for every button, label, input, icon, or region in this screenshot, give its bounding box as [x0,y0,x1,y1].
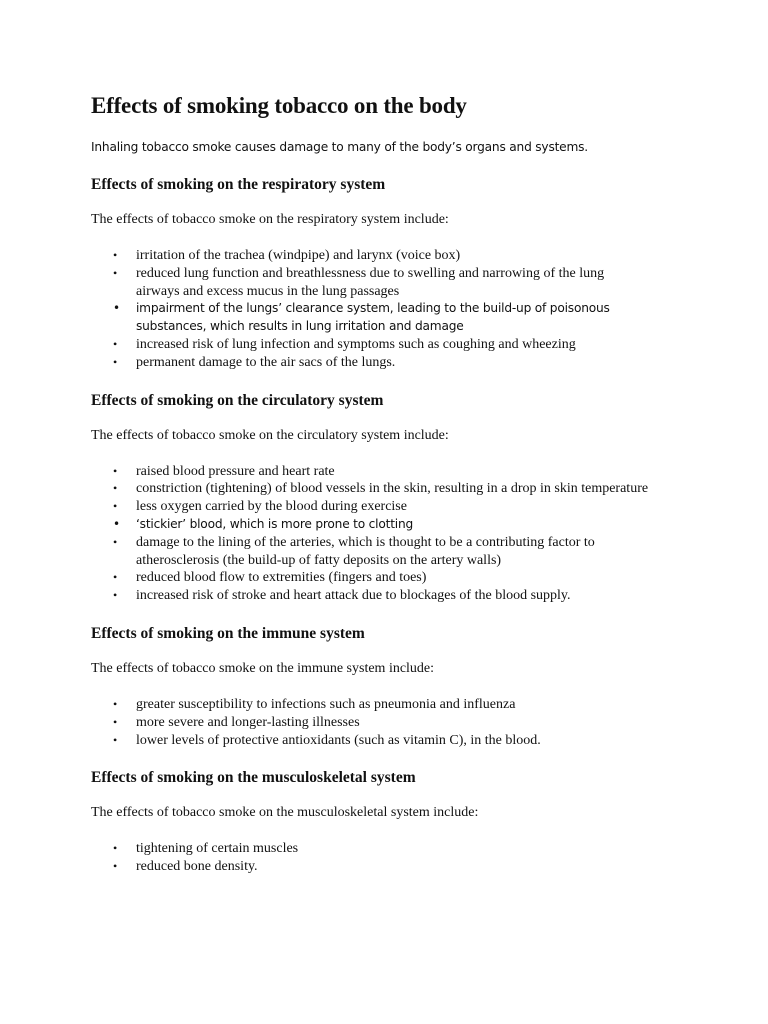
section-immune [91,624,651,749]
bullet-icon: • [113,481,118,496]
bullet-icon: • [113,534,118,549]
list-item: • greater susceptibility to infections such as pneumonia and influenza [113,696,516,712]
bullet-icon: • [113,499,118,514]
bullet-icon: • [113,516,120,531]
section-heading: Effects of smoking on the circulatory system [91,391,384,409]
bullet-icon: • [113,336,118,351]
bullet-icon: • [113,354,118,369]
section-circulatory [91,391,651,605]
list-item: • damage to the lining of the arteries, which is thought to be a contributing factor to atherosclerosis (the build-up of fatty deposits on the artery walls) [113,534,595,568]
bullet-list [91,840,651,876]
list-item: • permanent damage to the air sacs of the lungs. [113,354,396,370]
section-respiratory [91,175,651,372]
bullet-icon: • [113,696,118,711]
bullet-icon: • [113,841,118,856]
section-heading: Effects of smoking on the musculoskeletal system [91,769,416,787]
bullet-list [91,247,651,372]
list-item: • impairment of the lungs’ clearance system, leading to the build-up of poisonous substances, which results in lung irritation and damage [113,301,610,334]
list-item: • less oxygen carried by the blood during exercise [113,499,407,515]
bullet-icon: • [113,265,118,280]
list-item: • increased risk of lung infection and symptoms such as coughing and wheezing [113,336,576,352]
bullet-icon: • [113,301,120,316]
bullet-icon: • [113,588,118,603]
bullet-list [91,463,651,605]
section-heading: Effects of smoking on the immune system [91,624,365,642]
list-item: • ‘stickier’ blood, which is more prone to clotting [91,516,651,534]
section-intro: The effects of tobacco smoke on the circulatory system include: [91,427,449,443]
bullet-icon: • [113,714,118,729]
list-item: • reduced lung function and breathlessness due to swelling and narrowing of the lung airways and excess mucus in the lung passages [113,265,605,299]
bullet-icon: • [113,248,118,262]
section-intro: The effects of tobacco smoke on the musculoskeletal system include: [91,805,479,821]
bullet-icon: • [113,570,118,585]
list-item: • tightening of certain muscles [113,841,299,857]
list-item: • increased risk of stroke and heart attack due to blockages of the blood supply. [113,588,571,604]
bullet-icon: • [113,732,118,747]
bullet-list [91,696,651,749]
list-item: • reduced bone density. [113,859,258,875]
section-musculoskeletal [91,768,651,876]
section-intro: The effects of tobacco smoke on the immune system include: [91,660,435,676]
bullet-icon: • [113,463,118,478]
page-title: Effects of smoking tobacco on the body [91,93,467,118]
list-item: • raised blood pressure and heart rate [113,463,335,479]
intro-paragraph: Inhaling tobacco smoke causes damage to many of the body’s organs and systems. [91,140,588,154]
bullet-icon: • [113,859,118,874]
list-item: • constriction (tightening) of blood vessels in the skin, resulting in a drop in skin temperature [113,481,649,497]
document-body [91,92,651,876]
list-item: • reduced blood flow to extremities (fingers and toes) [113,570,427,586]
list-item: • more severe and longer-lasting illnesses [113,714,360,730]
list-item: • lower levels of protective antioxidants (such as vitamin C), in the blood. [113,732,541,748]
section-heading: Effects of smoking on the respiratory system [91,176,386,193]
list-item: • irritation of the trachea (windpipe) and larynx (voice box) [113,248,461,263]
section-intro: The effects of tobacco smoke on the respiratory system include: [91,212,449,227]
